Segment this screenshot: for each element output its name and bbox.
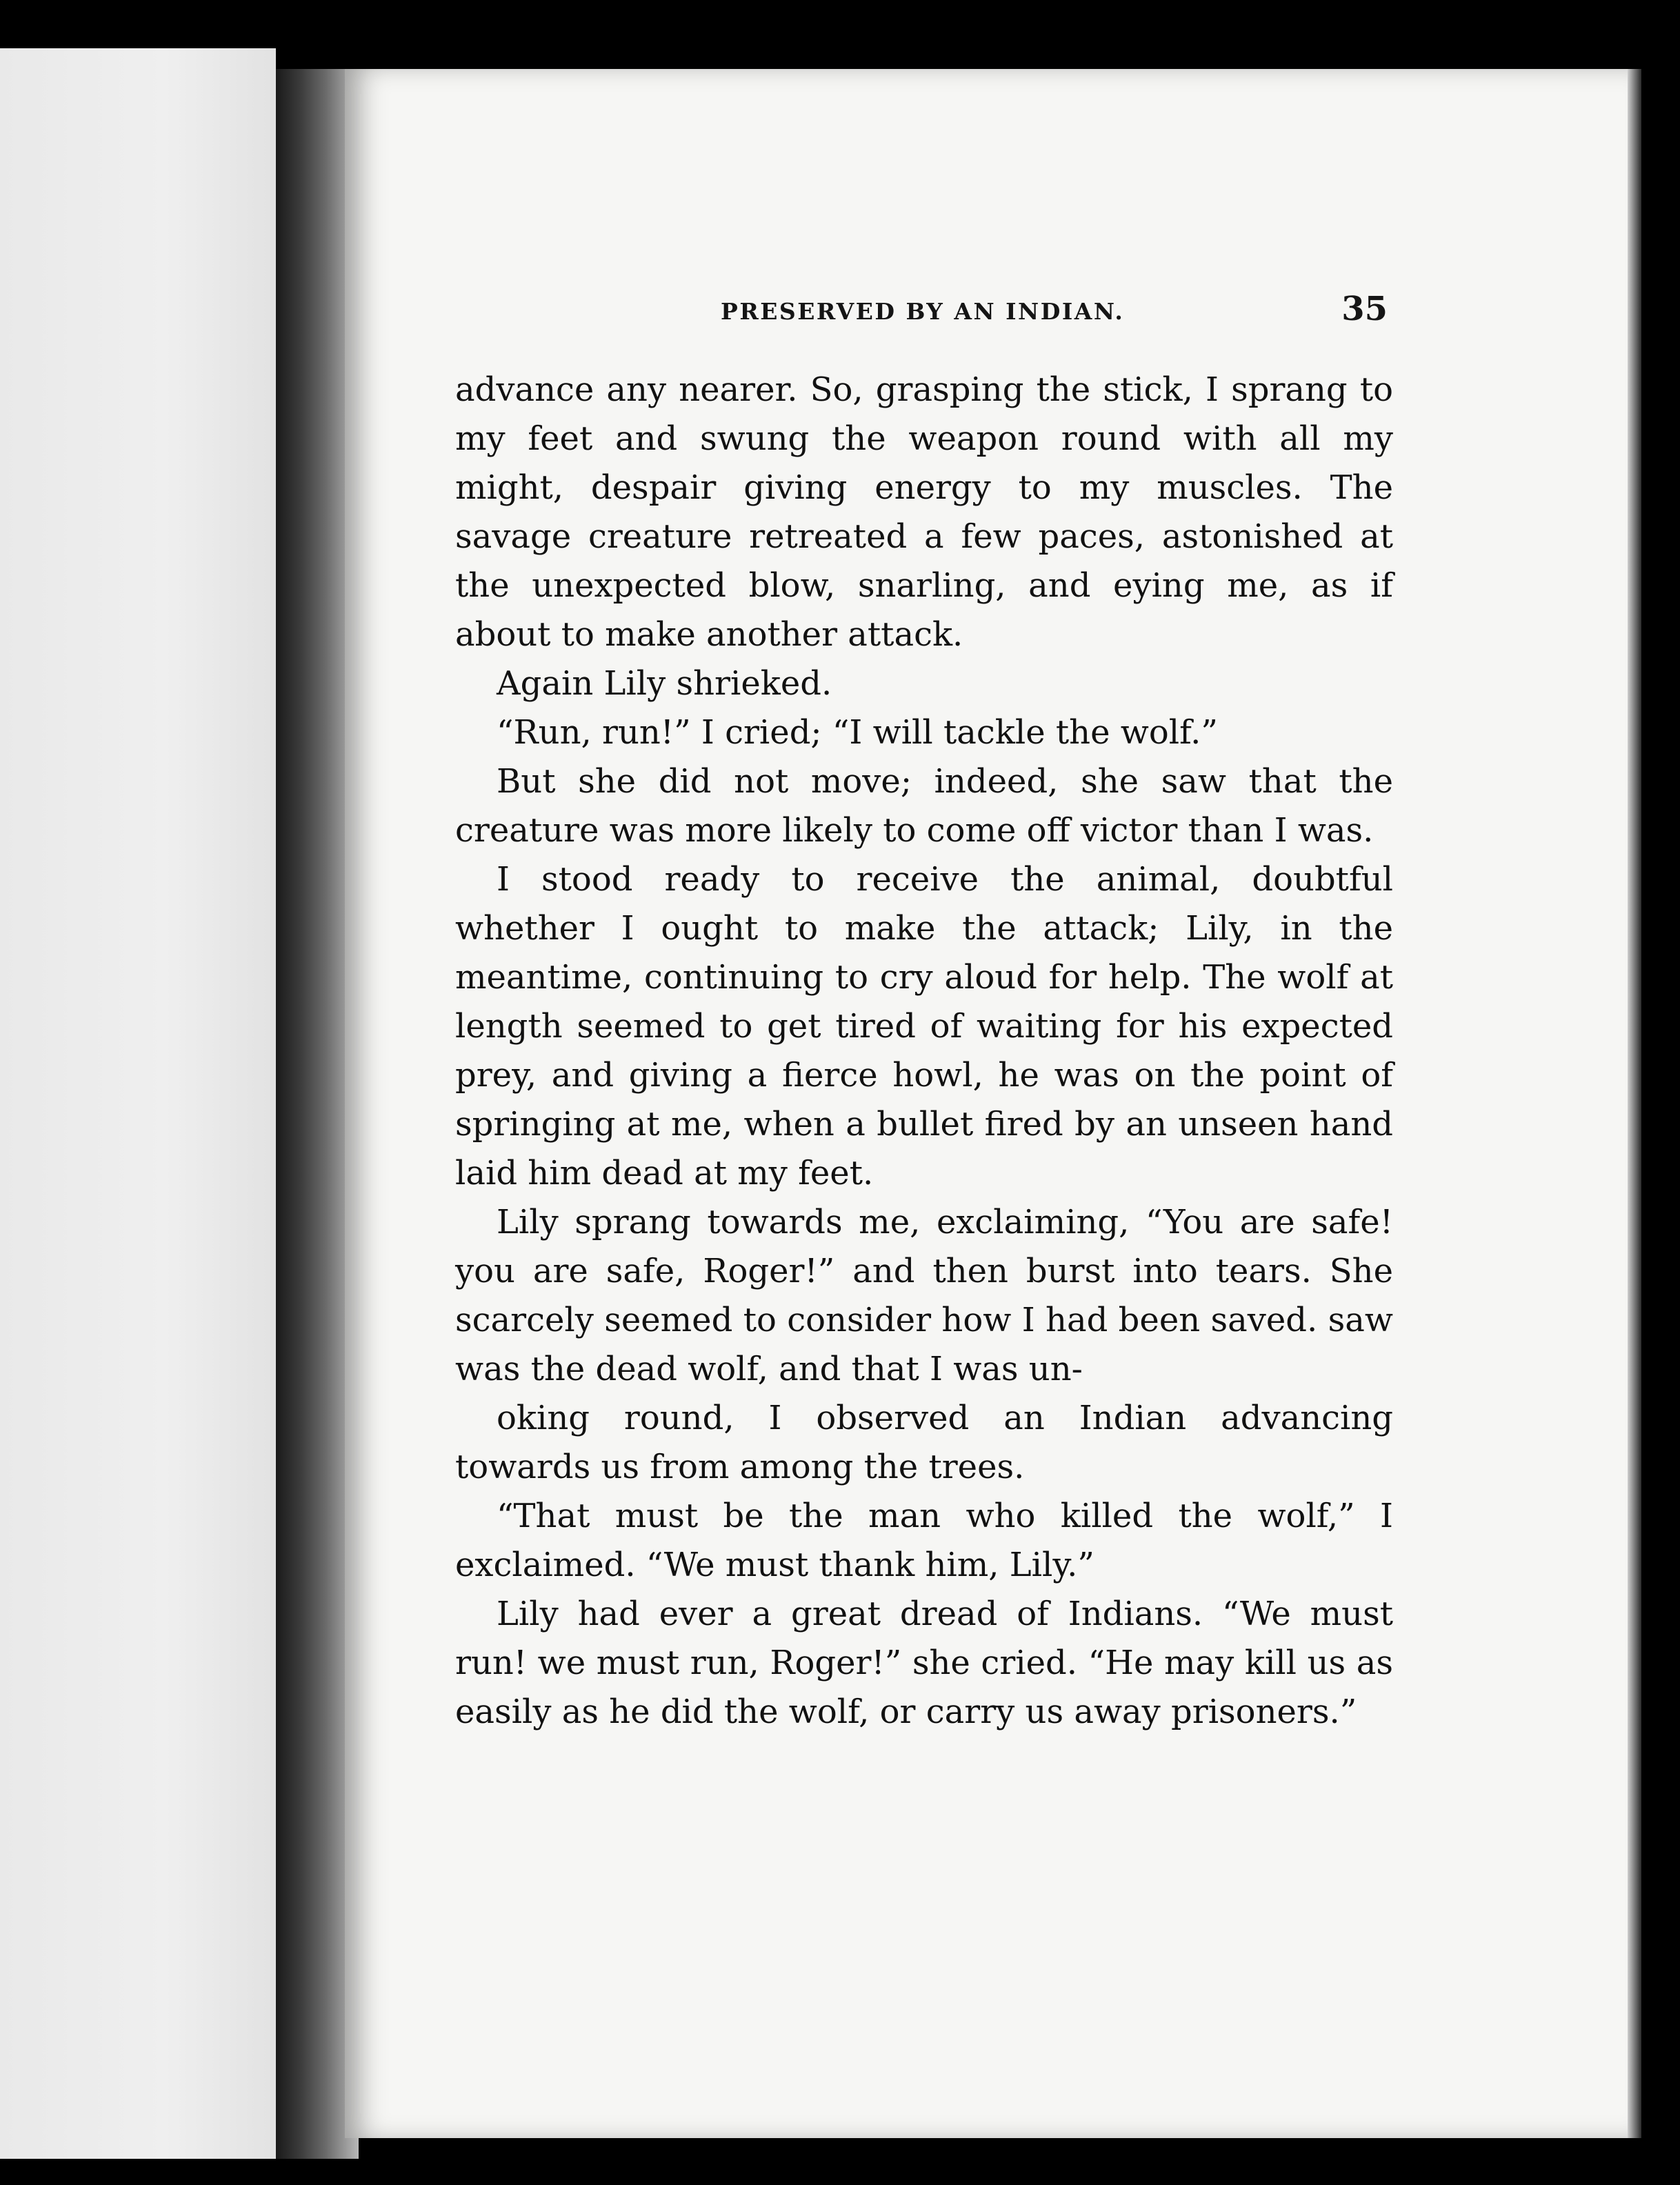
left-page-edge [0,48,276,2159]
paragraph: advance any nearer. So, grasping the stick, I sprang to my feet and swung the weapon round with all my might, despair giving energy to my muscles. The savage creature retreated a few paces, astonished at the unexpected blow, snarling, and eying me, as if about to make another attack. [455,370,1393,654]
running-head [455,290,1393,338]
paragraph: Lily sprang towards me, exclaiming, “You are safe! you are safe, Roger!” and then burst into tears. She scarcely seemed to consider how I had been saved. saw was the dead wolf, and that I was un- [455,1203,1393,1388]
paragraph: “That must be the man who killed the wolf,” I exclaimed. “We must thank him, Lily.” [455,1497,1393,1584]
page-number: 35 [1341,290,1388,328]
paragraph: “Run, run!” I cried; “I will tackle the wolf.” [497,713,1218,752]
paragraph: I stood ready to receive the animal, doubtful whether I ought to make the attack; Lily, in the meantime, continuing to cry aloud for help. The wolf at length seemed to get tired of waiting for his expected prey, and giving a fierce howl, he was on the point of springing at me, when a bullet fired by an unseen hand laid him dead at my feet. [455,860,1393,1193]
paragraph: But she did not move; indeed, she saw that the creature was more likely to come off victor than I was. [455,762,1393,850]
paragraph: Again Lily shrieked. [497,664,832,703]
running-title: PRESERVED BY AN INDIAN. [721,298,1125,325]
paragraph: Lily had ever a great dread of Indians. “We must run! we must run, Roger!” she cried. “He may kill us as easily as he did the wolf, or carry us away prisoners.” [455,1595,1393,1731]
body-text [455,366,1393,1737]
right-page-edge [1628,69,1641,2138]
paragraph: oking round, I observed an Indian advancing towards us from among the trees. [455,1399,1393,1486]
